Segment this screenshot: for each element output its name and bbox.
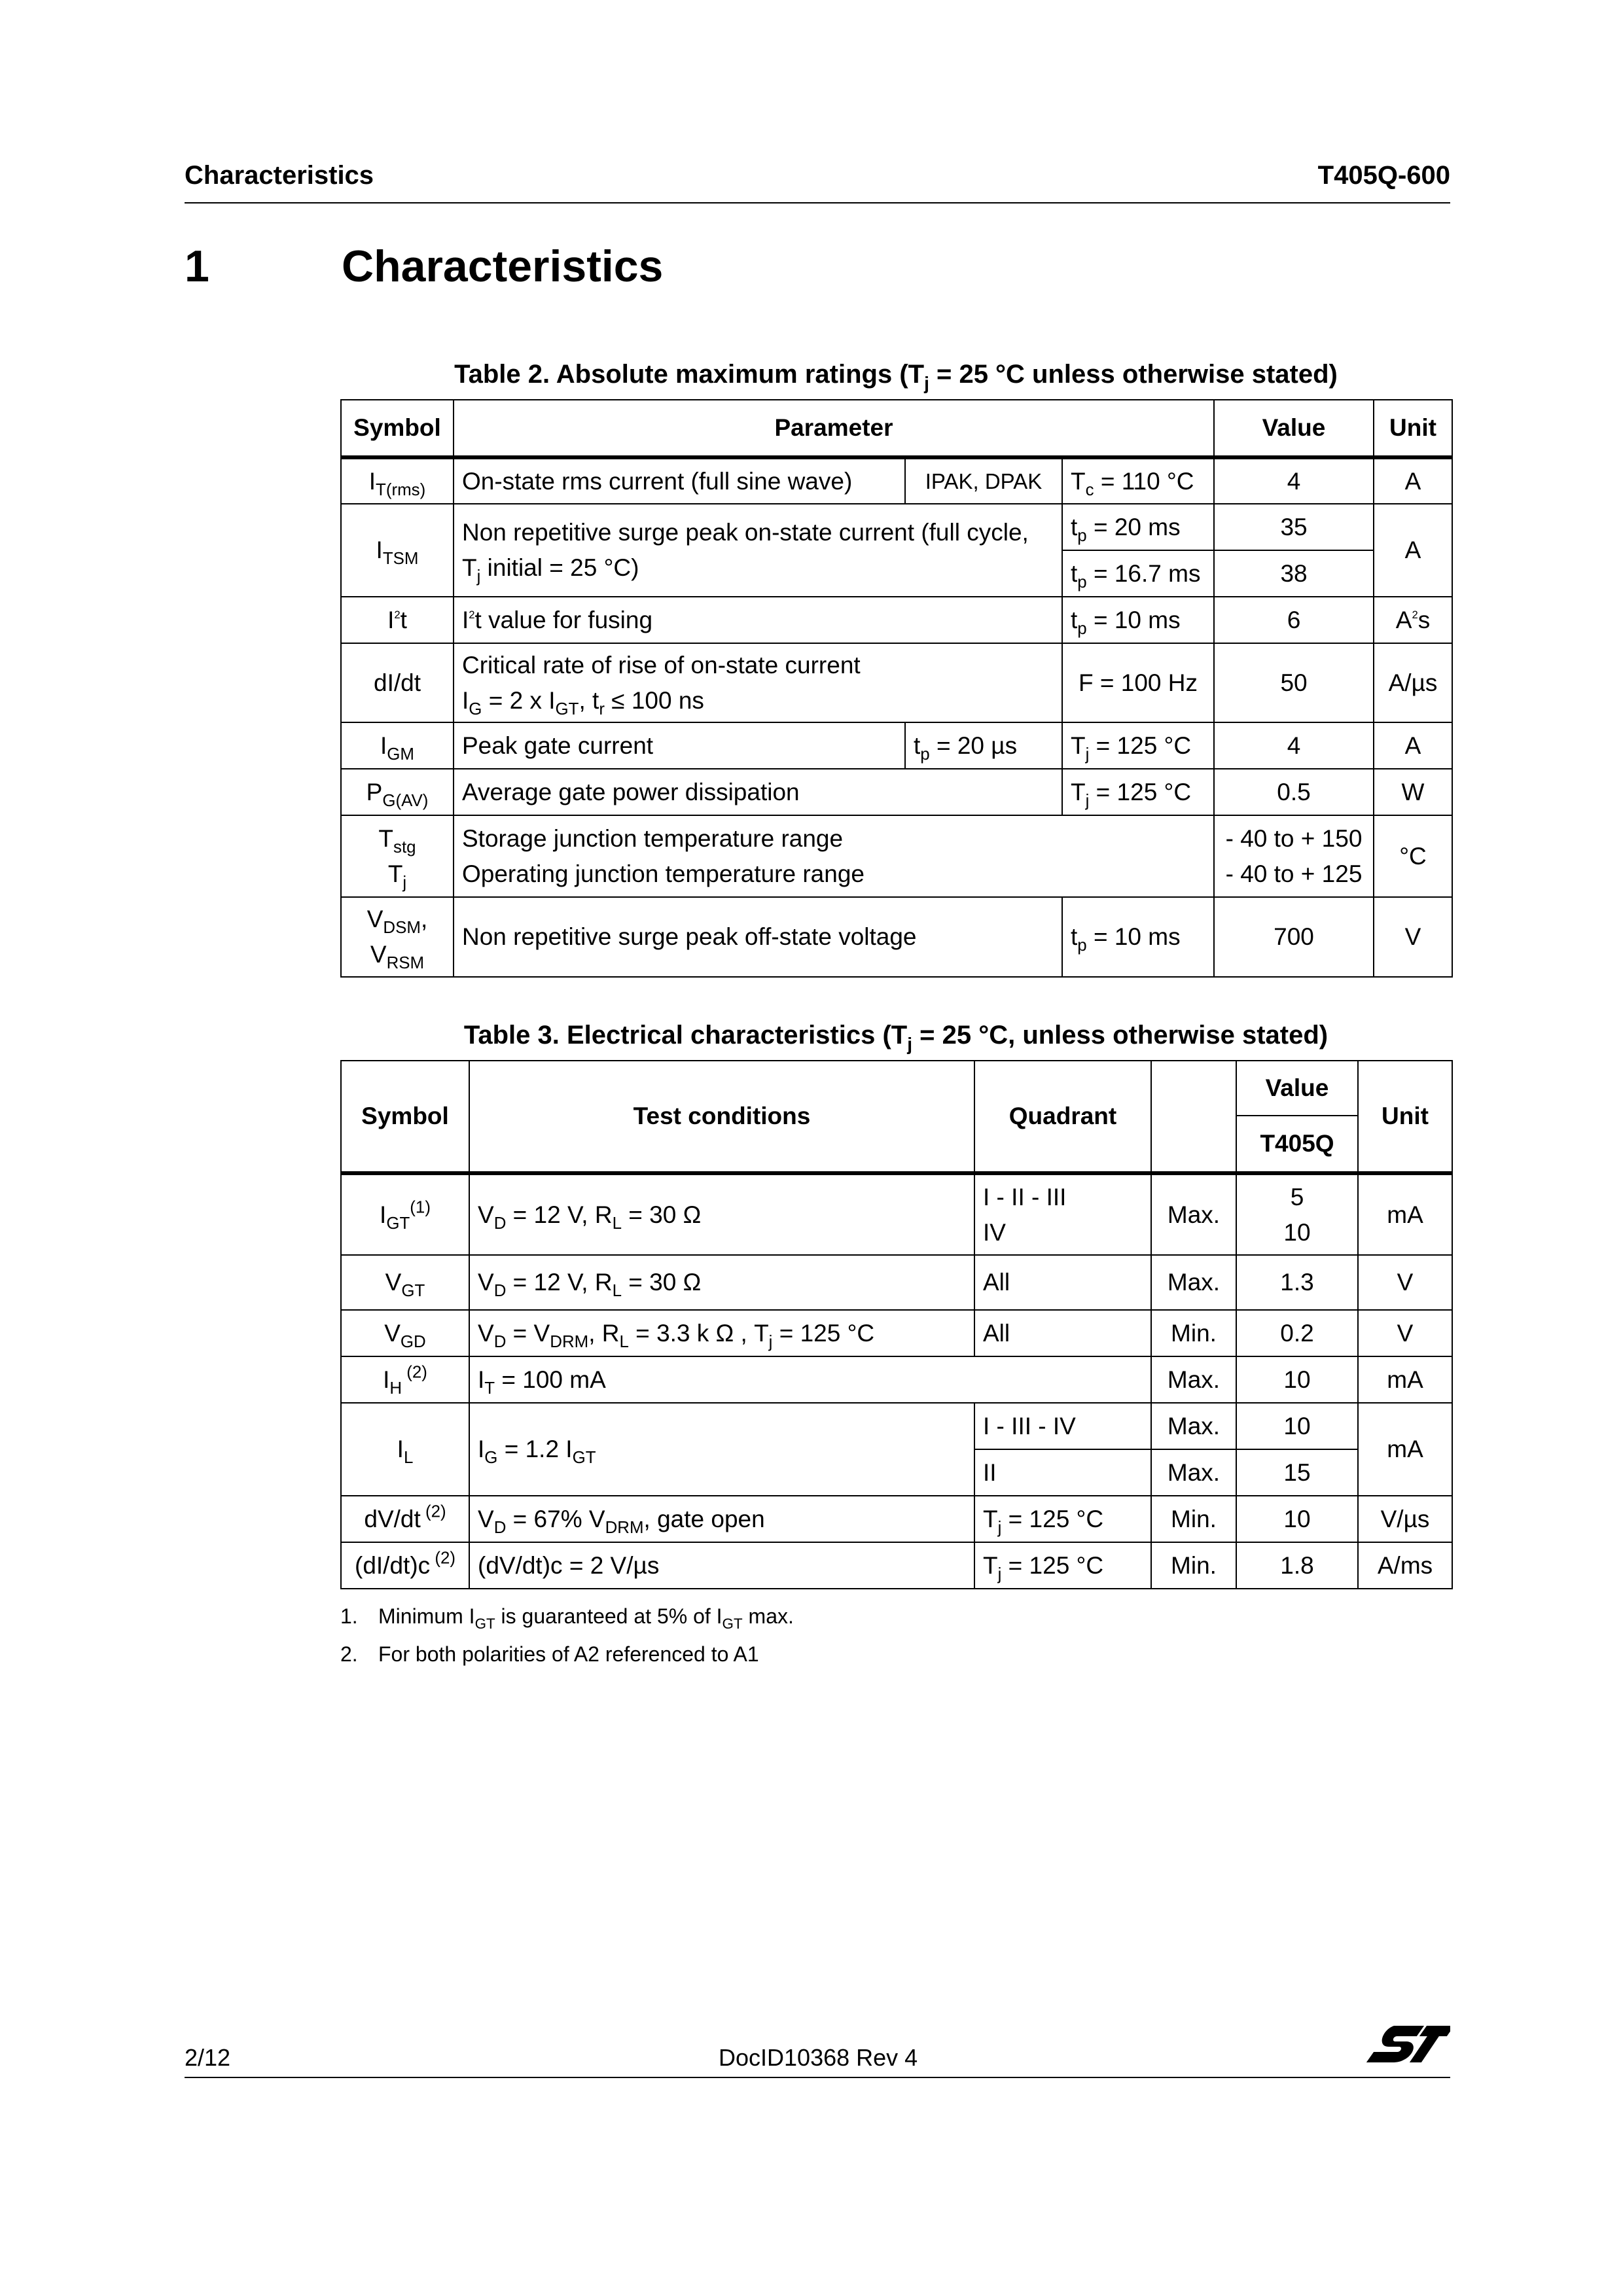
limit-cell: Min. [1151, 1542, 1236, 1589]
value-cell: 5 10 [1236, 1173, 1358, 1255]
running-header-section: Characteristics [185, 161, 374, 190]
unit-cell: $A^2s$ [1374, 597, 1452, 643]
value-cell: 1.8 [1236, 1542, 1358, 1589]
table-row [341, 1542, 1452, 1589]
value-cell: 50 [1214, 643, 1374, 722]
table-header-row [341, 400, 1452, 457]
condition-cell: $t_p = 16.7$ ms [1062, 550, 1214, 597]
value-cell: 10 [1236, 1356, 1358, 1403]
symbol-cell: $I_{GT}^{(1)}$ [341, 1173, 469, 1255]
header-parameter: Parameter [454, 400, 1214, 457]
unit-cell: mA [1358, 1356, 1452, 1403]
limit-cell: Max. [1151, 1173, 1236, 1255]
header-quadrant: Quadrant [974, 1061, 1151, 1173]
table-header-row [341, 1061, 1452, 1116]
table-row [341, 769, 1452, 815]
unit-cell: W [1374, 769, 1452, 815]
header-symbol: Symbol [341, 400, 454, 457]
value-cell: 4 [1214, 722, 1374, 769]
condition-cell: $T_j = 125$ °C [1062, 769, 1214, 815]
unit-cell: °C [1374, 815, 1452, 897]
header-limit [1151, 1061, 1236, 1173]
unit-cell: A [1374, 457, 1452, 504]
table-row [341, 1403, 1452, 1449]
st-logo-icon [1361, 2022, 1450, 2072]
limit-cell: Min. [1151, 1496, 1236, 1542]
table-row [341, 897, 1452, 976]
parameter-cell: Average gate power dissipation [454, 769, 1062, 815]
value-cell: 38 [1214, 550, 1374, 597]
limit-cell: Max. [1151, 1255, 1236, 1310]
absolute-maximum-ratings-table [340, 399, 1453, 978]
value-cell: 4 [1214, 457, 1374, 504]
quadrant-cell: All [974, 1310, 1151, 1356]
unit-cell: V [1358, 1310, 1452, 1356]
quadrant-cell: $T_j = 125$ °C [974, 1496, 1151, 1542]
value-cell: 10 [1236, 1403, 1358, 1449]
table3-caption: Table 3. Electrical characteristics ($T_j = 25$ °C, unless otherwise stated) [463, 1021, 1329, 1054]
symbol-cell: $V_{DSM}$, $V_{RSM}$ [341, 897, 454, 976]
table-row [341, 815, 1452, 897]
unit-cell: mA [1358, 1173, 1452, 1255]
symbol-cell: $I_{TSM}$ [341, 504, 454, 597]
symbol-cell: $P_{G(AV)}$ [341, 769, 454, 815]
parameter-cell: $I^2t$ value for fusing [454, 597, 1062, 643]
condition-cell: $I_T = 100$ mA [469, 1356, 1151, 1403]
header-value: Value [1214, 400, 1374, 457]
parameter-cell: On-state rms current (full sine wave) [454, 457, 905, 504]
limit-cell: Max. [1151, 1356, 1236, 1403]
symbol-cell: $I_H$ $^{(2)}$ [341, 1356, 469, 1403]
unit-cell: V/µs [1358, 1496, 1452, 1542]
document-id: DocID10368 Rev 4 [719, 2044, 918, 2071]
condition-cell: $t_p = 10$ ms [1062, 597, 1214, 643]
package-cell: $t_p = 20$ µs [905, 722, 1062, 769]
electrical-characteristics-table [340, 1060, 1453, 1589]
quadrant-cell: II [974, 1449, 1151, 1496]
condition-cell: $V_D = 67\%$ $V_{DRM}$, gate open [469, 1496, 974, 1542]
table-row [341, 457, 1452, 504]
symbol-cell: $T_{stg}$ $T_j$ [341, 815, 454, 897]
condition-cell: $t_p = 10$ ms [1062, 897, 1214, 976]
quadrant-cell: I - II - III IV [974, 1173, 1151, 1255]
table2-caption: Table 2. Absolute maximum ratings ($T_j = 25$ °C unless otherwise stated) [454, 360, 1338, 393]
value-cell: 0.5 [1214, 769, 1374, 815]
parameter-cell: Non repetitive surge peak on-state current (full cycle, $T_j$ initial = 25 °C) [454, 504, 1062, 597]
table-row [341, 1496, 1452, 1542]
package-cell: IPAK, DPAK [905, 457, 1062, 504]
table-row [341, 643, 1452, 722]
header-unit: Unit [1374, 400, 1452, 457]
condition-cell: $V_D = V_{DRM}$, $R_L = 3.3$ k Ω , $T_j = 125$ °C [469, 1310, 974, 1356]
header-device: T405Q [1236, 1116, 1358, 1173]
table-row [341, 504, 1452, 550]
condition-cell: $V_D = 12$ V, $R_L = 30$ Ω [469, 1255, 974, 1310]
footnote-1: 1. Minimum $I_{GT}$ is guaranteed at 5% of $I_{GT}$ max. [340, 1604, 794, 1632]
parameter-cell: Storage junction temperature range Operating junction temperature range [454, 815, 1214, 897]
symbol-cell: (dI/dt)c $^{(2)}$ [341, 1542, 469, 1589]
header-value: Value [1236, 1061, 1358, 1116]
footnote-2: 2. For both polarities of A2 referenced to A1 [340, 1642, 759, 1666]
value-cell: - 40 to + 150 - 40 to + 125 [1214, 815, 1374, 897]
value-cell: 15 [1236, 1449, 1358, 1496]
header-rule [185, 202, 1450, 203]
table-row [341, 722, 1452, 769]
unit-cell: mA [1358, 1403, 1452, 1496]
condition-cell: (dV/dt)c = 2 V/µs [469, 1542, 974, 1589]
condition-cell: $T_c = 110$ °C [1062, 457, 1214, 504]
running-header-part-number: T405Q-600 [1317, 161, 1450, 190]
quadrant-cell: $T_j = 125$ °C [974, 1542, 1151, 1589]
symbol-cell: $I_L$ [341, 1403, 469, 1496]
limit-cell: Max. [1151, 1449, 1236, 1496]
symbol-cell: $V_{GD}$ [341, 1310, 469, 1356]
table-row [341, 1255, 1452, 1310]
condition-cell: F = 100 Hz [1062, 643, 1214, 722]
condition-cell: $I_G = 1.2$ $I_{GT}$ [469, 1403, 974, 1496]
footer-rule [185, 2077, 1450, 2078]
section-title: Characteristics [342, 241, 664, 291]
condition-cell: $t_p = 20$ ms [1062, 504, 1214, 550]
header-unit: Unit [1358, 1061, 1452, 1173]
symbol-cell: dV/dt $^{(2)}$ [341, 1496, 469, 1542]
limit-cell: Min. [1151, 1310, 1236, 1356]
unit-cell: A/µs [1374, 643, 1452, 722]
table-row [341, 1356, 1452, 1403]
parameter-cell: Peak gate current [454, 722, 905, 769]
symbol-cell: $V_{GT}$ [341, 1255, 469, 1310]
table-row [341, 597, 1452, 643]
section-number: 1 [185, 241, 209, 291]
table-row [341, 1310, 1452, 1356]
header-test-conditions: Test conditions [469, 1061, 974, 1173]
unit-cell: A [1374, 504, 1452, 597]
symbol-cell: dI/dt [341, 643, 454, 722]
quadrant-cell: All [974, 1255, 1151, 1310]
parameter-cell: Non repetitive surge peak off-state voltage [454, 897, 1062, 976]
page-number: 2/12 [185, 2044, 231, 2071]
unit-cell: A [1374, 722, 1452, 769]
quadrant-cell: I - III - IV [974, 1403, 1151, 1449]
condition-cell: $T_j = 125$ °C [1062, 722, 1214, 769]
unit-cell: A/ms [1358, 1542, 1452, 1589]
table-row [341, 1173, 1452, 1255]
value-cell: 700 [1214, 897, 1374, 976]
symbol-cell: $I_{GM}$ [341, 722, 454, 769]
value-cell: 35 [1214, 504, 1374, 550]
condition-cell: $V_D = 12$ V, $R_L = 30$ Ω [469, 1173, 974, 1255]
header-symbol: Symbol [341, 1061, 469, 1173]
limit-cell: Max. [1151, 1403, 1236, 1449]
symbol-cell: $I^2t$ [341, 597, 454, 643]
value-cell: 1.3 [1236, 1255, 1358, 1310]
unit-cell: V [1374, 897, 1452, 976]
value-cell: 0.2 [1236, 1310, 1358, 1356]
symbol-cell: $I_{T(rms)}$ [341, 457, 454, 504]
parameter-cell: Critical rate of rise of on-state current $I_G = 2$ x $I_{GT}$, $t_r \le 100$ ns [454, 643, 1062, 722]
value-cell: 6 [1214, 597, 1374, 643]
unit-cell: V [1358, 1255, 1452, 1310]
value-cell: 10 [1236, 1496, 1358, 1542]
